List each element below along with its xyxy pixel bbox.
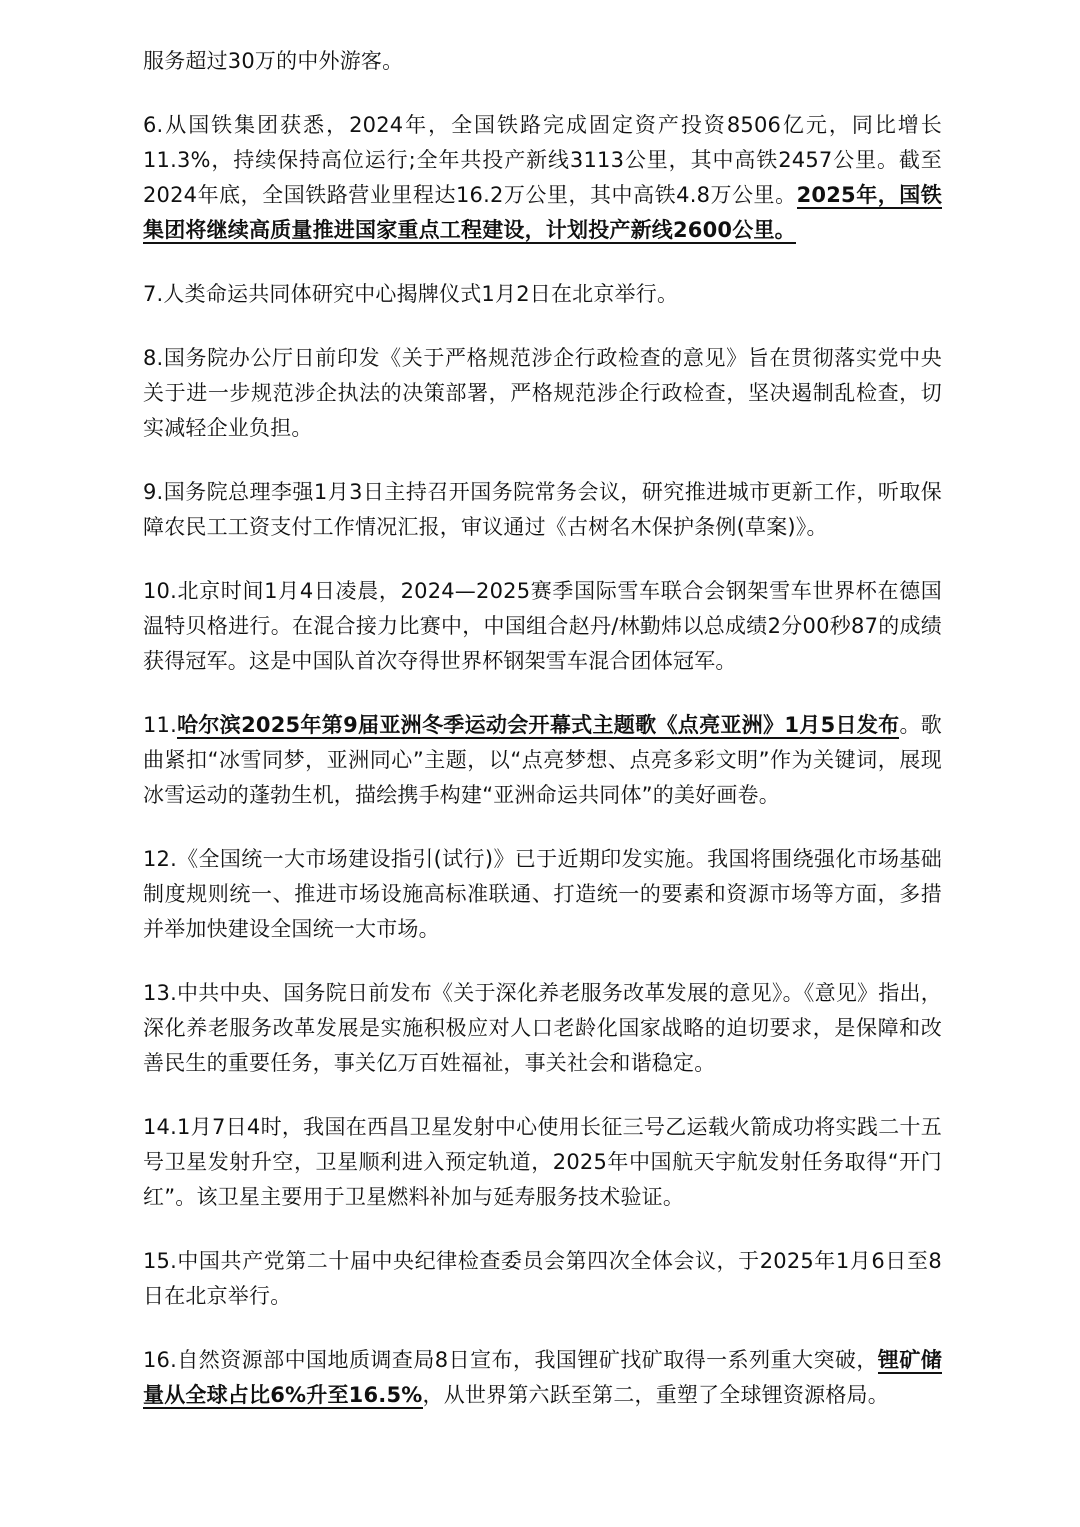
news-item-14: [143, 1110, 942, 1215]
highlighted-text: 2025年，国铁集团将继续高质量推进国家重点工程建设，计划投产新线2600公里。: [143, 183, 942, 242]
news-item-6: [143, 108, 942, 248]
text-segment: 服务超过30万的中外游客。: [143, 49, 404, 73]
text-segment: 12.《全国统一大市场建设指引(试行)》已于近期印发实施。我国将围绕强化市场基础制度规则统一、推进市场设施高标准联通、打造统一的要素和资源市场等方面，多措并举加快建设全国统一大市场。: [143, 847, 942, 941]
news-item-8: [143, 341, 942, 446]
news-item-11: [143, 708, 942, 813]
news-item-12: [143, 842, 942, 947]
text-segment: 14.1月7日4时，我国在西昌卫星发射中心使用长征三号乙运载火箭成功将实践二十五号卫星发射升空，卫星顺利进入预定轨道，2025年中国航天宇航发射任务取得“开门红”。该卫星主要用于卫星燃料补加与延寿服务技术验证。: [143, 1115, 942, 1209]
text-segment: ，从世界第六跃至第二，重塑了全球锂资源格局。: [422, 1383, 889, 1407]
text-segment: 15.中国共产党第二十届中央纪律检查委员会第四次全体会议，于2025年1月6日至8日在北京举行。: [143, 1249, 942, 1308]
text-segment: 13.中共中央、国务院日前发布《关于深化养老服务改革发展的意见》。《意见》指出，深化养老服务改革发展是实施积极应对人口老龄化国家战略的迫切要求，是保障和改善民生的重要任务，事关亿万百姓福祉，事关社会和谐稳定。: [143, 981, 942, 1075]
news-item-9: [143, 475, 942, 545]
text-segment: 8.国务院办公厅日前印发《关于严格规范涉企行政检查的意见》旨在贯彻落实党中央关于进一步规范涉企执法的决策部署，严格规范涉企行政检查，坚决遏制乱检查，切实减轻企业负担。: [143, 346, 942, 440]
news-item-16: [143, 1343, 942, 1413]
text-segment: 11.: [143, 713, 177, 737]
text-segment: 16.自然资源部中国地质调查局8日宣布，我国锂矿找矿取得一系列重大突破，: [143, 1348, 878, 1372]
highlighted-text: 哈尔滨2025年第9届亚洲冬季运动会开幕式主题歌《点亮亚洲》1月5日发布: [177, 713, 900, 737]
news-item-13: [143, 976, 942, 1081]
text-segment: 。歌曲紧扣“冰雪同梦，亚洲同心”主题，以“点亮梦想、点亮多彩文明”作为关键词，展现冰雪运动的蓬勃生机，描绘携手构建“亚洲命运共同体”的美好画卷。: [143, 713, 943, 807]
news-item-7: [143, 277, 942, 312]
text-segment: 7.人类命运共同体研究中心揭牌仪式1月2日在北京举行。: [143, 282, 679, 306]
news-item-15: [143, 1244, 942, 1314]
news-item-10: [143, 574, 942, 679]
text-segment: 9.国务院总理李强1月3日主持召开国务院常务会议，研究推进城市更新工作，听取保障农民工工资支付工作情况汇报，审议通过《古树名木保护条例(草案)》。: [143, 480, 942, 539]
highlighted-text: 锂矿储量从全球占比6%升至16.5%: [143, 1348, 942, 1407]
news-item-5-tail: [143, 44, 942, 79]
text-segment: 6.从国铁集团获悉，2024年，全国铁路完成固定资产投资8506亿元，同比增长11.3%，持续保持高位运行;全年共投产新线3113公里，其中高铁2457公里。截至2024年底，全国铁路营业里程达16.2万公里，其中高铁4.8万公里。: [143, 113, 942, 207]
text-segment: 10.北京时间1月4日凌晨，2024—2025赛季国际雪车联合会钢架雪车世界杯在德国温特贝格进行。在混合接力比赛中，中国组合赵丹/林勤炜以总成绩2分00秒87的成绩获得冠军。这是中国队首次夺得世界杯钢架雪车混合团体冠军。: [143, 579, 942, 673]
